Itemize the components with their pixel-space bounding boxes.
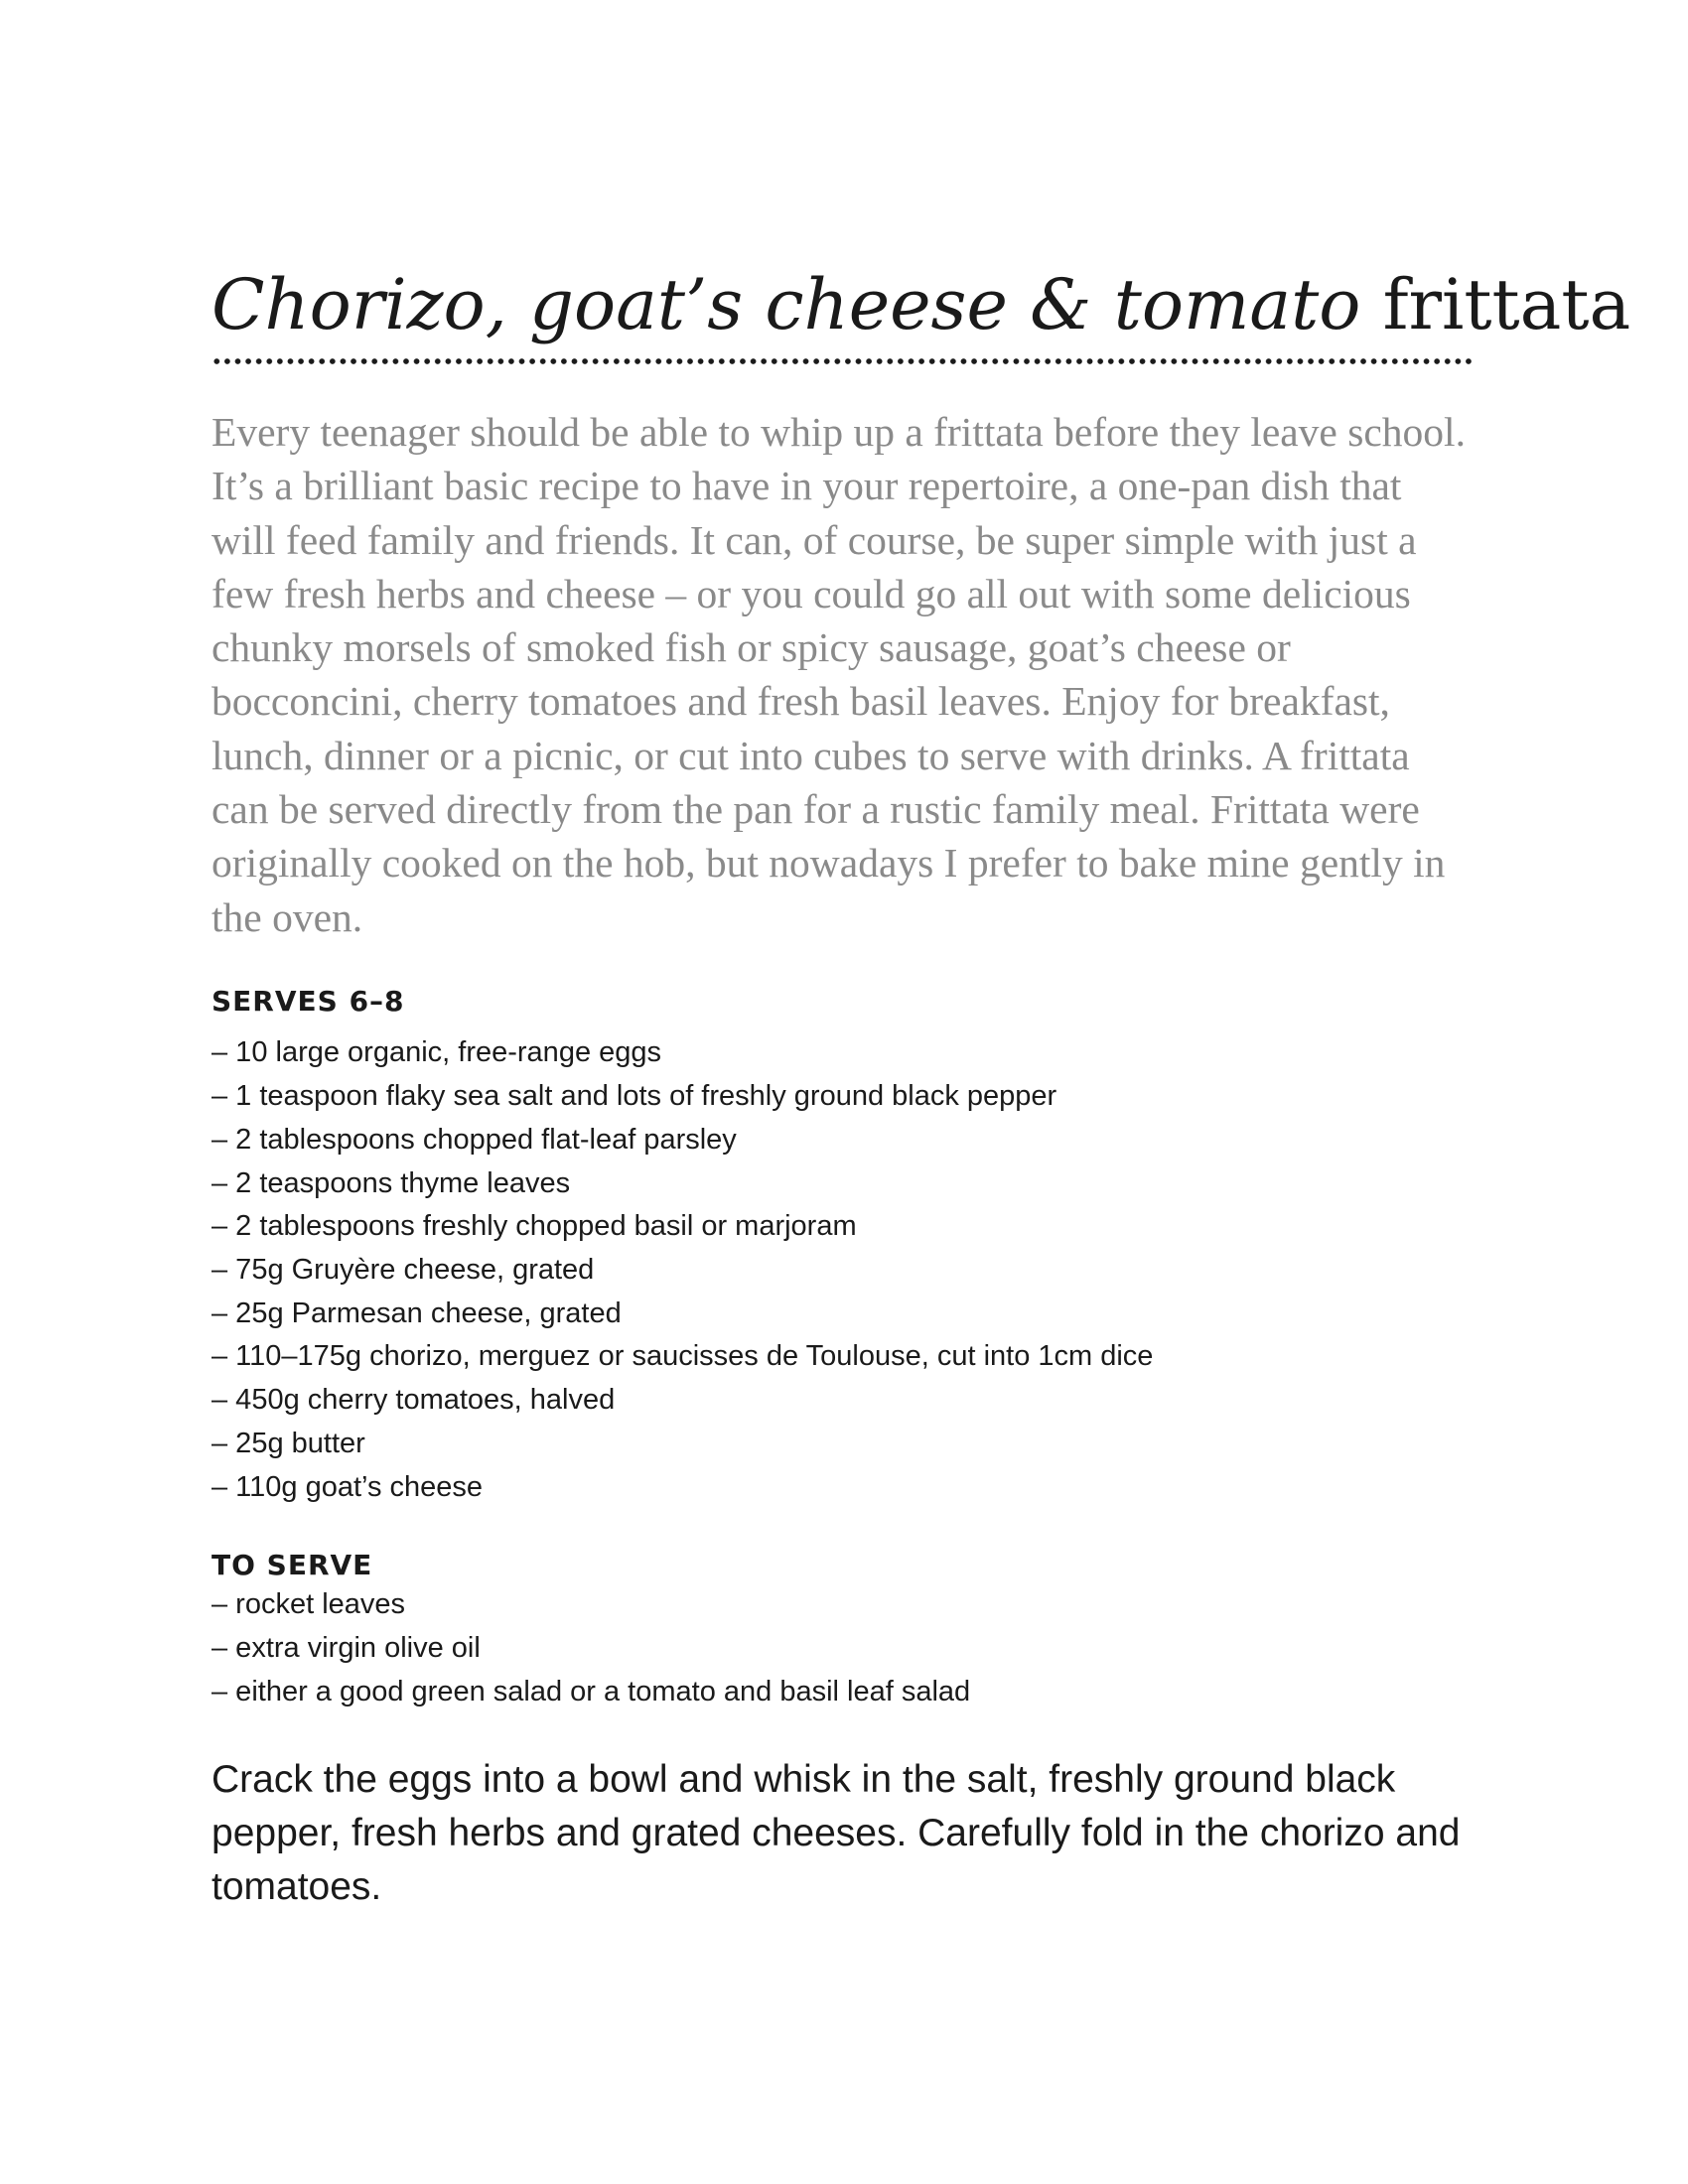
- ingredient-item: – 1 teaspoon flaky sea salt and lots of freshly ground black pepper: [211, 1080, 1057, 1113]
- ingredients-list: [211, 1031, 1475, 1509]
- ingredient-item: – 110g goat’s cheese: [211, 1470, 484, 1503]
- method-step: Crack the eggs into a bowl and whisk in the salt, freshly ground black pepper, fresh herbs and grated cheeses. Carefully fold in the chorizo and tomatoes.: [211, 1758, 1461, 1909]
- ingredient-item: – 110–175g chorizo, merguez or saucisses de Toulouse, cut into 1cm dice: [211, 1340, 1154, 1373]
- recipe-intro: Every teenager should be able to whip up a frittata before they leave school. It’s a brilliant basic recipe to have in your repertoire, a one-pan dish that will feed family and friends. It can, of course, be super simple with just a few fresh herbs and cheese – or you could go all out with some delicious chunky morsels of smoked fish or spicy sausage, goat’s cheese or bocconcini, cherry tomatoes and fresh basil leaves. Enjoy for breakfast, lunch, dinner or a picnic, or cut into cubes to serve with drinks. A frittata can be served directly from the pan for a rustic family meal. Frittata were originally cooked on the hob, but nowadays I prefer to bake mine gently in the oven.: [211, 409, 1466, 940]
- ingredient-item: – 450g cherry tomatoes, halved: [211, 1384, 616, 1417]
- ingredient-item: – 2 tablespoons freshly chopped basil or marjoram: [211, 1210, 857, 1243]
- recipe-page: [211, 260, 1631, 1953]
- recipe-title-italic: Chorizo, goat’s cheese & tomato: [211, 264, 1361, 345]
- ingredient-item: – 2 tablespoons chopped flat-leaf parsley: [211, 1123, 737, 1156]
- recipe-title: [211, 260, 1631, 349]
- serves-heading: SERVES 6–8: [211, 985, 405, 1019]
- to-serve-item: – either a good green salad or a tomato and basil leaf salad: [211, 1675, 971, 1707]
- ingredient-item: – 2 teaspoons thyme leaves: [211, 1166, 571, 1199]
- ingredient-item: – 10 large organic, free-range eggs: [211, 1036, 662, 1069]
- ingredient-item: – 25g Parmesan cheese, grated: [211, 1297, 622, 1329]
- recipe-title-roman: frittata: [1382, 264, 1631, 345]
- to-serve-heading: TO SERVE: [211, 1549, 373, 1582]
- to-serve-list: [211, 1583, 1475, 1713]
- ingredient-item: – 25g butter: [211, 1427, 365, 1459]
- to-serve-item: – extra virgin olive oil: [211, 1631, 481, 1664]
- to-serve-item: – rocket leaves: [211, 1588, 406, 1621]
- dotted-divider: [211, 357, 1475, 365]
- ingredient-item: – 75g Gruyère cheese, grated: [211, 1253, 595, 1286]
